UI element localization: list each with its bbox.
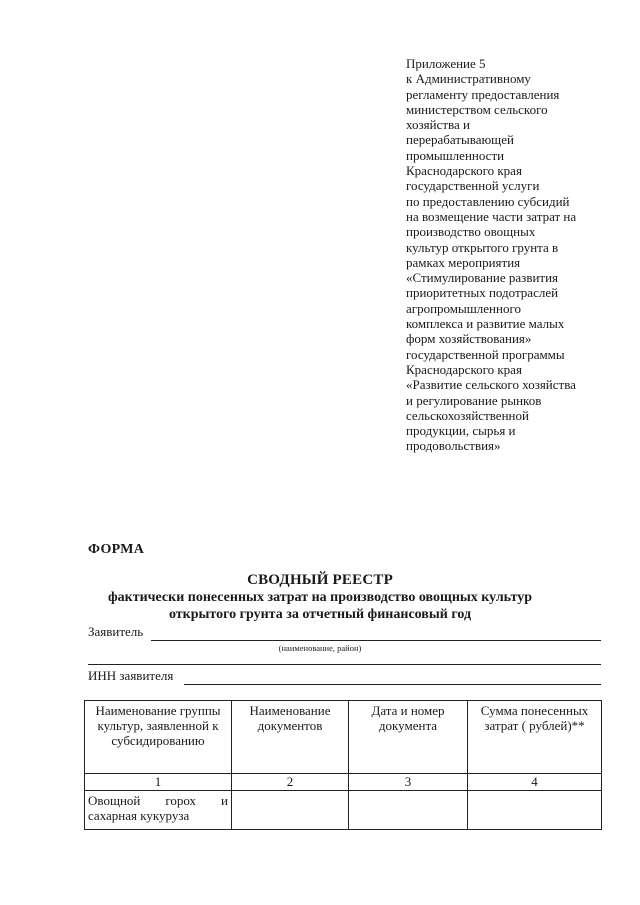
- cell-date-number[interactable]: [349, 791, 468, 830]
- header-amount: Сумма понесенных затрат ( рублей)**: [468, 701, 602, 774]
- col-number: 2: [232, 774, 349, 791]
- cell-crop-line: Овощной горох и: [88, 793, 228, 808]
- appendix-line: рамках мероприятия: [406, 254, 521, 270]
- appendix-line: промышленности: [406, 147, 505, 163]
- appendix-line: производство овощных: [406, 224, 536, 240]
- registry-subtitle-line2: открытого грунта за отчетный финансовый год: [168, 607, 472, 622]
- appendix-line: по предоставлению субсидий: [406, 193, 570, 209]
- appendix-line: к Административному: [406, 71, 531, 87]
- appendix-line: культур открытого грунта в: [406, 239, 559, 255]
- table-row: [85, 791, 602, 830]
- col-number: 4: [468, 774, 602, 791]
- col-number: 1: [85, 774, 232, 791]
- applicant-extra-underline[interactable]: [88, 664, 601, 665]
- header-crop-group: Наименование группы культур, заявленной к субсидированию: [85, 701, 232, 774]
- appendix-line: продукции, сырья и: [406, 423, 516, 439]
- appendix-block: [406, 56, 609, 454]
- table-number-row: [85, 774, 602, 791]
- registry-title: СВОДНЫЙ РЕЕСТР: [247, 572, 393, 588]
- appendix-line: «Стимулирование развития: [406, 270, 559, 286]
- appendix-line: и регулирование рынков: [406, 392, 542, 408]
- header-date-number: Дата и номер документа: [349, 701, 468, 774]
- inn-underline[interactable]: [184, 684, 601, 685]
- appendix-line: государственной программы: [406, 346, 565, 362]
- table-header-row: [85, 701, 602, 774]
- appendix-line: агропромышленного: [406, 300, 521, 316]
- appendix-line: приоритетных подотраслей: [406, 285, 559, 301]
- cell-crop-group: [85, 791, 232, 830]
- cell-documents[interactable]: [232, 791, 349, 830]
- inn-label: ИНН заявителя: [88, 668, 174, 683]
- appendix-line: комплекса и развитие малых: [406, 316, 565, 332]
- registry-subtitle-line1: фактически понесенных затрат на производство овощных культур: [107, 590, 533, 605]
- appendix-line: продовольствия»: [406, 438, 501, 454]
- appendix-line: Краснодарского края: [406, 361, 522, 377]
- appendix-line: Приложение 5: [406, 56, 486, 71]
- cell-amount[interactable]: [468, 791, 602, 830]
- appendix-line: «Развитие сельского хозяйства: [406, 377, 576, 393]
- applicant-hint: (наименование, район): [278, 643, 362, 653]
- appendix-line: хозяйства и: [406, 117, 470, 133]
- applicant-underline[interactable]: [151, 640, 601, 641]
- appendix-line: сельскохозяйственной: [406, 407, 529, 423]
- appendix-line: государственной услуги: [406, 178, 540, 194]
- applicant-label: Заявитель: [88, 624, 144, 639]
- form-label: ФОРМА: [88, 542, 145, 557]
- appendix-line: министерством сельского: [406, 101, 548, 117]
- appendix-line: перерабатывающей: [406, 132, 514, 148]
- appendix-line: Краснодарского края: [406, 163, 522, 179]
- col-number: 3: [349, 774, 468, 791]
- appendix-line: регламенту предоставления: [406, 86, 560, 102]
- cell-crop-line: сахарная кукуруза: [88, 808, 190, 823]
- header-documents: Наименование документов: [232, 701, 349, 774]
- registry-table: [84, 700, 602, 830]
- appendix-line: на возмещение части затрат на: [406, 208, 577, 224]
- appendix-line: форм хозяйствования»: [406, 331, 532, 347]
